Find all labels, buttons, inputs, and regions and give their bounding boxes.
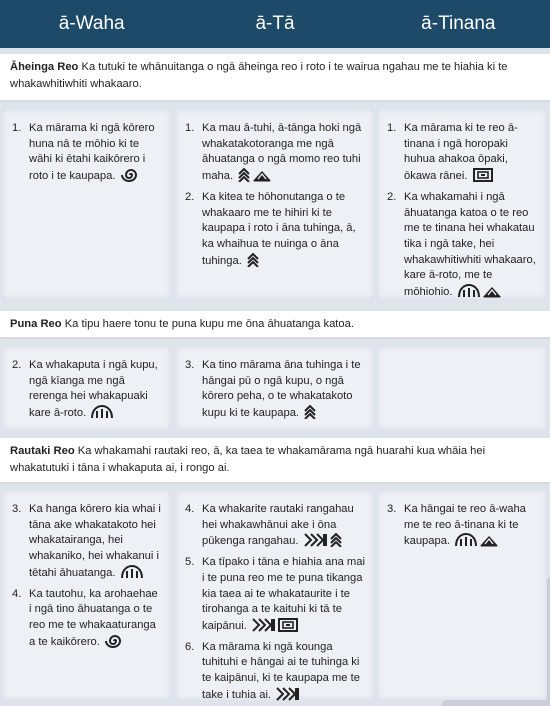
outcome-cell [2, 490, 171, 700]
outcome-cell [2, 109, 171, 299]
item-text: Ka mārama ki ngā kounga tuhituhi e hāngai ai te tuhinga ki te kaipānui, ki te kaupapa me te take i tuhia ai. [202, 640, 366, 706]
section-band [0, 311, 550, 337]
weave-icon [276, 687, 300, 706]
item-number: 2. [12, 359, 22, 371]
outcome-item [387, 190, 539, 304]
weave-icon [252, 618, 276, 638]
outcome-list [12, 502, 163, 653]
outcome-cell [2, 346, 171, 430]
outcome-list [387, 121, 539, 304]
item-number: 2. [387, 190, 397, 203]
section-description: Ka tipu haere tonu te puna kupu me ōna āhuatanga katoa. [61, 318, 354, 330]
item-number: 2. [185, 190, 195, 203]
item-text: Ka kitea te hōhonutanga o te whakaaro me te hihiri ki te kaupapa i roto i āna tuhinga, ā, ka whaihua te nuinga o āna tuhinga. [202, 190, 366, 273]
section-description: Ka tutuki te whānuitanga o ngā āheinga reo i roto i te wairua ngahau me te hiahia ki te whakawhitiwhiti whakaaro. [10, 61, 508, 90]
spiral-icon [105, 634, 125, 654]
header-ta: ā-Tā [255, 13, 295, 34]
carved-icon [91, 405, 113, 425]
column-header-bar [0, 0, 550, 48]
item-number: 3. [387, 503, 397, 515]
item-text: Ka whakamahi i ngā āhuatanga katoa o te reo me te tinana hei whakatau tika i ngā take, hei whakawhitiwhiti whakaaro, kare ā-roto, me te mōhiohio. [404, 190, 539, 304]
item-number: 1. [185, 122, 195, 134]
outcome-cell [377, 490, 547, 700]
item-text: Ka mau ā-tuhi, ā-tānga hoki ngā whakatakotoranga me ngā āhuatanga o ngā momo reo tuhi maha. [202, 121, 366, 188]
item-number: 6. [185, 640, 195, 653]
item-text: Ka tino mārama āna tuhinga i te hāngai pū o ngā kupu, o ngā kōrero peha, o te whakatakoto kupu ki te kaupapa. [202, 358, 366, 425]
outcome-cell [377, 346, 547, 430]
item-text: Ka mārama ki ngā kōrero huna nā te mōhio ki te wāhi ki ētahi kaikōrero i roto i te kaupapa. [29, 121, 163, 188]
outcome-list [12, 121, 163, 188]
section-band [0, 438, 550, 482]
header-tinana: ā-Tinana [421, 13, 496, 34]
outcome-list [12, 358, 163, 425]
outcome-item [387, 502, 539, 553]
outcome-cell [377, 109, 547, 299]
section-title: Puna Reo [10, 318, 62, 330]
frame-icon [473, 168, 493, 188]
item-text: Ka tautohu, ka arohaehae i ngā tino āhuatanga o te reo me te whakaaturanga a te kaikōrero. [29, 587, 163, 654]
mountain-icon [479, 534, 499, 553]
item-number: 5. [185, 556, 195, 569]
outcome-item [185, 190, 366, 273]
outcome-item [12, 502, 163, 585]
item-number: 1. [387, 122, 397, 134]
outcome-cell [175, 109, 374, 299]
chevrons-icon [304, 405, 316, 425]
outcome-item [185, 502, 366, 553]
frame-icon [278, 618, 298, 638]
item-text: Ka mārama ki te reo ā-tinana i ngā horopaki huhua ahakoa ōpaki, ōkawa rānei. [404, 121, 539, 188]
spiral-icon [121, 168, 141, 188]
outcome-item [12, 587, 163, 654]
outcome-cell [175, 346, 374, 430]
outcome-item [12, 121, 163, 188]
section-title: Āheinga Reo [10, 61, 79, 73]
item-number: 4. [12, 587, 22, 600]
item-text: Ka hanga kōrero kia whai i tāna ake whakatakoto hei whakatairanga, hei whakaniko, hei whakanui i tētahi āhuatanga. [29, 502, 163, 585]
item-text: Ka tīpako i tāna e hiahia ana mai i te puna reo me te puna tikanga kia taea ai te whakataurite i te tirohanga a te kaituhi ki tā te kaipānui. [202, 555, 366, 638]
outcome-list [185, 121, 366, 272]
item-number: 3. [185, 359, 195, 371]
outcome-cell [175, 490, 374, 700]
mountain-icon [252, 169, 272, 188]
section-title: Rautaki Reo [10, 445, 75, 457]
chevrons-icon [330, 533, 342, 553]
outcome-item [12, 358, 163, 425]
outcome-item [185, 358, 366, 425]
item-number: 1. [12, 122, 22, 134]
section-description: Ka whakamahi rautaki reo, ā, ka taea te whakamārama ngā huarahi kua whāia hei whakatutuki i tāna i whakaputa ai, i rongo ai. [10, 445, 486, 474]
outcome-item [185, 640, 366, 706]
weave-icon [304, 533, 328, 553]
section-band [0, 54, 550, 100]
outcome-item [185, 555, 366, 638]
chevrons-icon [247, 253, 259, 273]
outcome-list [387, 502, 539, 553]
carved-icon [121, 565, 143, 585]
mountain-icon [482, 285, 502, 304]
outcome-list [185, 502, 366, 706]
outcome-item [387, 121, 539, 188]
item-text: Ka hāngai te reo ā-waha me te reo ā-tinana ki te kaupapa. [404, 502, 539, 553]
item-text: Ka whakaputa i ngā kupu, ngā kīanga me ngā rerenga hei whakapuaki kare ā-roto. [29, 358, 163, 425]
header-waha: ā-Waha [58, 13, 125, 34]
carved-icon [455, 533, 477, 553]
item-number: 3. [12, 503, 22, 515]
item-number: 4. [185, 503, 195, 515]
outcome-list [185, 358, 366, 425]
chevrons-icon [238, 168, 250, 188]
carved-icon [458, 284, 480, 304]
item-text: Ka whakarite rautaki rangahau hei whakawhānui ake i ōna pūkenga rangahau. [202, 502, 366, 553]
outcome-item [185, 121, 366, 188]
